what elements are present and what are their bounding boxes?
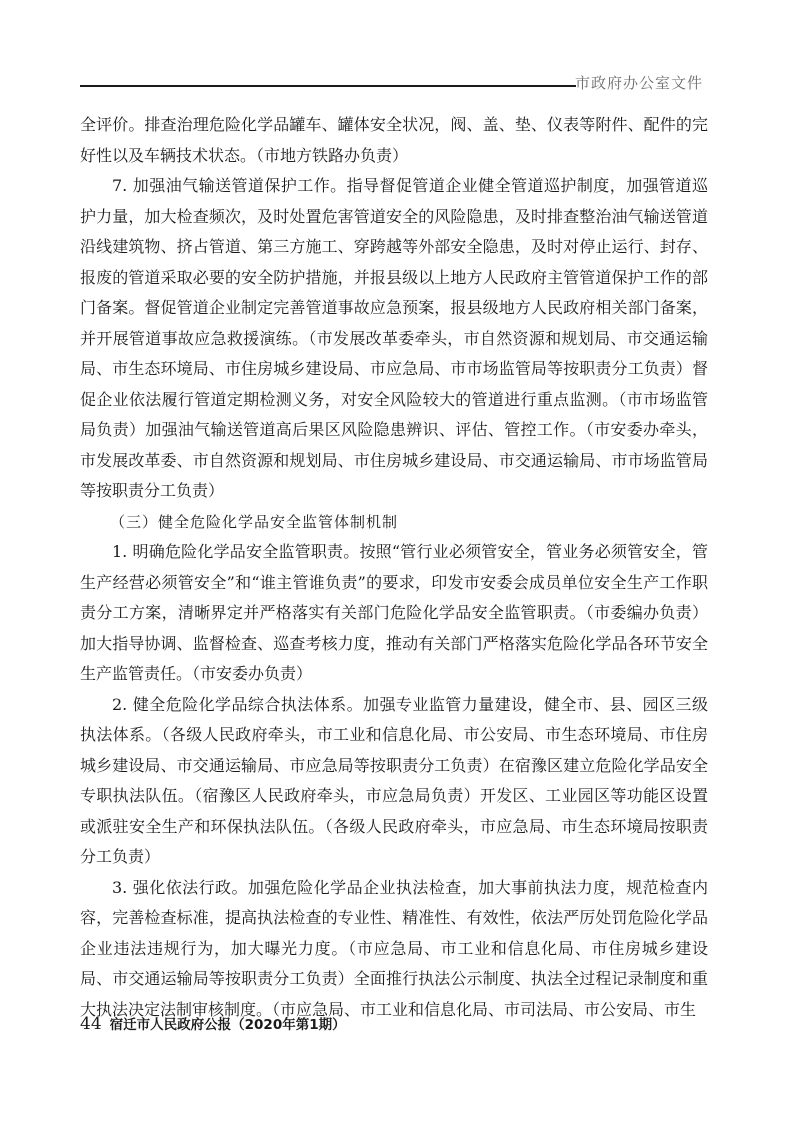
paragraph-item-7: 7. 加强油气输送管道保护工作。指导督促管道企业健全管道巡护制度，加强管道巡护力量，加大检查频次，及时处置危害管道安全的风险隐患，及时排查整治油气输送管道沿线建筑物、挤占管道、第三方施工、穿跨越等外部安全隐患，及时对停止运行、封存、报废的管道采取必要的安全防护措施，并报县级以上地方人民政府主管管道保护工作的部门备案。督促管道企业制定完善管道事故应急预案，报县级地方人民政府相关部门备案，并开展管道事故应急救援演练。（市发展改革委牵头，市自然资源和规划局、市交通运输局、市生态环境局、市住房城乡建设局、市应急局、市市场监管局等按职责分工负责）督促企业依法履行管道定期检测义务，对安全风险较大的管道进行重点监测。（市市场监管局负责）加强油气输送管道高后果区风险隐患辨识、评估、管控工作。（市安委办牵头，市发展改革委、市自然资源和规划局、市住房城乡建设局、市交通运输局、市市场监管局等按职责分工负责） — [80, 176, 708, 500]
paragraph-continuation: 全评价。排查治理危险化学品罐车、罐体安全状况，阀、盖、垫、仪表等附件、配件的完好性以及车辆技术状态。（市地方铁路办负责） — [80, 115, 708, 165]
header-rule — [80, 85, 576, 87]
header-title: 市政府办公室文件 — [574, 74, 703, 92]
paragraph-item-2: 2. 健全危险化学品综合执法体系。加强专业监管力量建设，健全市、县、园区三级执法体系。（各级人民政府牵头，市工业和信息化局、市公安局、市生态环境局、市住房城乡建设局、市交通运输局、市应急局等按职责分工负责）在宿豫区建立危险化学品安全专职执法队伍。（宿豫区人民政府牵头，市应急局负责）开发区、工业园区等功能区设置或派驻安全生产和环保执法队伍。（各级人民政府牵头，市应急局、市生态环境局按职责分工负责） — [80, 694, 708, 866]
paragraph-item-1: 1. 明确危险化学品安全监管职责。按照“管行业必须管安全，管业务必须管安全，管生产经营必须管安全”和“谁主管谁负责”的要求，印发市安委会成员单位安全生产工作职责分工方案，清晰界定并严格落实有关部门危险化学品安全监管职责。（市委编办负责）加大指导协调、监督检查、巡查考核力度，推动有关部门严格落实危险化学品各环节安全生产监管责任。（市安委办负责） — [80, 542, 708, 683]
page-number: 44 — [80, 1014, 102, 1034]
page-footer — [80, 1013, 346, 1034]
publication-name: 宿迁市人民政府公报（2020年第1期） — [109, 1017, 346, 1033]
body-text — [80, 110, 708, 1025]
paragraph-item-3: 3. 强化依法行政。加强危险化学品企业执法检查，加大事前执法力度，规范检查内容，完善检查标准，提高执法检查的专业性、精准性、有效性，依法严厉处罚危险化学品企业违法违规行为，加大曝光力度。（市应急局、市工业和信息化局、市住房城乡建设局、市交通运输局等按职责分工负责）全面推行执法公示制度、执法全过程记录制度和重大执法决定法制审核制度。（市应急局、市工业和信息化局、市司法局、市公安局、市生 — [80, 877, 708, 1019]
section-heading: （三）健全危险化学品安全监管体制机制 — [110, 512, 399, 531]
